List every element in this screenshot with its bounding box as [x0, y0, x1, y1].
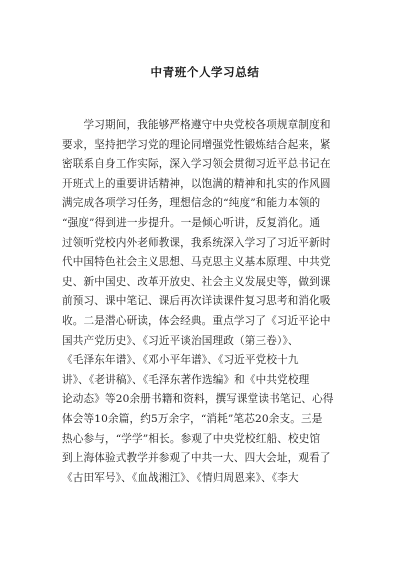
body-line: 《古田军号》、《血战湘江》、《情归周恩来》、《李大: [62, 471, 299, 484]
body-line: 要求，坚持把学习党的理论同增强党性锻炼结合起来，紧: [62, 138, 331, 151]
body-line: 学习期间，我能够严格遵守中央党校各项规章制度和: [62, 119, 331, 131]
body-line: 热心参与，“学学”相长。参观了中央党校红船、校史馆: [62, 432, 321, 445]
body-line: 前预习、课中笔记、课后再次详读课件复习思考和消化吸: [62, 295, 331, 308]
body-line: 密联系自身工作实际，深入学习领会贯彻习近平总书记在: [62, 158, 331, 171]
body-line: 过领听党校内外老师教课，我系统深入学习了习近平新时: [62, 236, 331, 249]
body-line: 国共产党历史》、《习近平谈治国理政（第三卷）》、: [62, 334, 299, 347]
body-line: 满完成各项学习任务，理想信念的“纯度”和能力本领的: [62, 197, 321, 210]
body-line: 体会等10余篇，约5万余字，“消耗”笔芯20余支。三是: [62, 412, 323, 425]
body-line: 《毛泽东年谱》、《邓小平年谱》、《习近平党校十九: [62, 354, 299, 367]
body-line: 到上海体验式教学并参观了中共一大、四大会址，观看了: [62, 452, 331, 465]
body-line: “强度”得到进一步提升。一是倾心听讲，反复消化。通: [62, 216, 321, 229]
document-body: [62, 116, 358, 488]
document-title: 中青班个人学习总结: [150, 65, 260, 79]
body-line: 开班式上的重要讲话精神，以饱满的精神和扎实的作风圆: [62, 177, 331, 190]
body-line: 讲》、《老讲稿》、《毛泽东著作选编》和《中共党校理: [62, 373, 310, 386]
body-line: 史、新中国史、改革开放史、社会主义发展史等，做到课: [62, 275, 331, 288]
body-line: 收。二是潜心研读，体会经典。重点学习了《习近平论中: [62, 314, 331, 327]
body-line: 论动态》等20余册书籍和资料，撰写课堂读书笔记、心得: [62, 393, 334, 406]
body-line: 代中国特色社会主义思想、马克思主义基本原理、中共党: [62, 256, 331, 269]
